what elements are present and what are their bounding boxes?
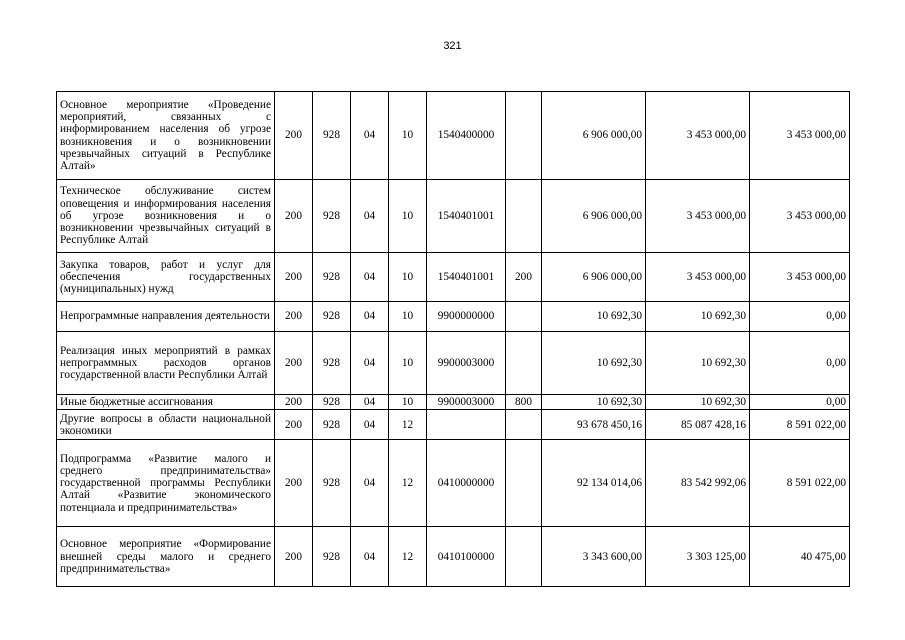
cell-target-code [427, 410, 506, 440]
cell-amount-3: 0,00 [750, 332, 850, 395]
cell-ministry: 928 [313, 332, 351, 395]
cell-ministry: 928 [313, 180, 351, 253]
cell-amount-1: 3 343 600,00 [542, 527, 646, 587]
cell-amount-3: 8 591 022,00 [750, 440, 850, 527]
cell-subsection: 12 [389, 410, 427, 440]
cell-target-code: 9900003000 [427, 332, 506, 395]
cell-subsection: 12 [389, 440, 427, 527]
cell-ministry: 928 [313, 440, 351, 527]
cell-section: 04 [351, 180, 389, 253]
cell-ministry: 928 [313, 302, 351, 332]
row-name: Техническое обслуживание систем оповещения и информирования населения об угрозе возникновения и о возникновении чрезвычайных ситуаций в Республике Алтай [57, 180, 275, 253]
cell-expense-type [506, 527, 542, 587]
cell-expense-type [506, 440, 542, 527]
cell-subsection: 10 [389, 180, 427, 253]
cell-subsection: 10 [389, 302, 427, 332]
cell-amount-3: 3 453 000,00 [750, 92, 850, 180]
cell-target-code: 9900003000 [427, 395, 506, 410]
cell-amount-1: 10 692,30 [542, 302, 646, 332]
cell-target-code: 9900000000 [427, 302, 506, 332]
cell-section: 04 [351, 395, 389, 410]
table-row [57, 410, 850, 440]
table-row [57, 92, 850, 180]
cell-ministry: 928 [313, 527, 351, 587]
cell-amount-3: 0,00 [750, 302, 850, 332]
row-name: Иные бюджетные ассигнования [57, 395, 275, 410]
cell-section: 04 [351, 410, 389, 440]
table-row [57, 302, 850, 332]
cell-admin: 200 [275, 410, 313, 440]
row-name: Закупка товаров, работ и услуг для обеспечения государственных (муниципальных) нужд [57, 253, 275, 302]
cell-amount-3: 8 591 022,00 [750, 410, 850, 440]
cell-admin: 200 [275, 527, 313, 587]
table-row [57, 527, 850, 587]
cell-amount-2: 10 692,30 [646, 395, 750, 410]
cell-amount-2: 3 453 000,00 [646, 253, 750, 302]
table-row [57, 332, 850, 395]
cell-subsection: 10 [389, 253, 427, 302]
table-row [57, 440, 850, 527]
cell-admin: 200 [275, 253, 313, 302]
cell-expense-type [506, 180, 542, 253]
cell-admin: 200 [275, 180, 313, 253]
cell-amount-1: 93 678 450,16 [542, 410, 646, 440]
cell-target-code: 1540401001 [427, 180, 506, 253]
cell-subsection: 10 [389, 92, 427, 180]
cell-admin: 200 [275, 302, 313, 332]
cell-amount-2: 85 087 428,16 [646, 410, 750, 440]
cell-section: 04 [351, 302, 389, 332]
cell-amount-2: 3 453 000,00 [646, 180, 750, 253]
cell-subsection: 10 [389, 332, 427, 395]
cell-amount-2: 3 303 125,00 [646, 527, 750, 587]
cell-expense-type [506, 332, 542, 395]
row-name: Непрограммные направления деятельности [57, 302, 275, 332]
cell-amount-3: 40 475,00 [750, 527, 850, 587]
cell-section: 04 [351, 253, 389, 302]
cell-amount-2: 10 692,30 [646, 332, 750, 395]
cell-target-code: 1540400000 [427, 92, 506, 180]
row-name: Подпрограмма «Развитие малого и среднего предпринимательства» государственной программы Республики Алтай «Развитие экономического потенциала и предпринимательства» [57, 440, 275, 527]
cell-section: 04 [351, 527, 389, 587]
row-name: Основное мероприятие «Формирование внешней среды малого и среднего предпринимательства» [57, 527, 275, 587]
row-name: Основное мероприятие «Проведение мероприятий, связанных с информированием населения об угрозе возникновения и о возникновении чрезвычайных ситуаций в Республике Алтай» [57, 92, 275, 180]
cell-amount-1: 92 134 014,06 [542, 440, 646, 527]
cell-amount-3: 0,00 [750, 395, 850, 410]
table-row [57, 395, 850, 410]
cell-amount-2: 3 453 000,00 [646, 92, 750, 180]
table-row [57, 253, 850, 302]
table-row [57, 180, 850, 253]
cell-expense-type [506, 92, 542, 180]
cell-section: 04 [351, 92, 389, 180]
cell-amount-1: 6 906 000,00 [542, 92, 646, 180]
cell-ministry: 928 [313, 92, 351, 180]
cell-amount-3: 3 453 000,00 [750, 180, 850, 253]
cell-subsection: 10 [389, 395, 427, 410]
cell-target-code: 0410000000 [427, 440, 506, 527]
cell-expense-type: 200 [506, 253, 542, 302]
cell-section: 04 [351, 332, 389, 395]
cell-admin: 200 [275, 440, 313, 527]
cell-section: 04 [351, 440, 389, 527]
cell-expense-type: 800 [506, 395, 542, 410]
cell-amount-1: 10 692,30 [542, 332, 646, 395]
cell-expense-type [506, 302, 542, 332]
cell-admin: 200 [275, 332, 313, 395]
cell-ministry: 928 [313, 253, 351, 302]
cell-target-code: 0410100000 [427, 527, 506, 587]
row-name: Реализация иных мероприятий в рамках непрограммных расходов органов государственной власти Республики Алтай [57, 332, 275, 395]
cell-amount-1: 6 906 000,00 [542, 180, 646, 253]
cell-admin: 200 [275, 92, 313, 180]
cell-ministry: 928 [313, 410, 351, 440]
budget-table [56, 91, 850, 587]
cell-admin: 200 [275, 395, 313, 410]
cell-amount-2: 10 692,30 [646, 302, 750, 332]
cell-amount-3: 3 453 000,00 [750, 253, 850, 302]
page-number: 321 [443, 40, 462, 52]
cell-amount-2: 83 542 992,06 [646, 440, 750, 527]
cell-amount-1: 10 692,30 [542, 395, 646, 410]
cell-expense-type [506, 410, 542, 440]
cell-subsection: 12 [389, 527, 427, 587]
row-name: Другие вопросы в области национальной экономики [57, 410, 275, 440]
cell-ministry: 928 [313, 395, 351, 410]
cell-amount-1: 6 906 000,00 [542, 253, 646, 302]
cell-target-code: 1540401001 [427, 253, 506, 302]
